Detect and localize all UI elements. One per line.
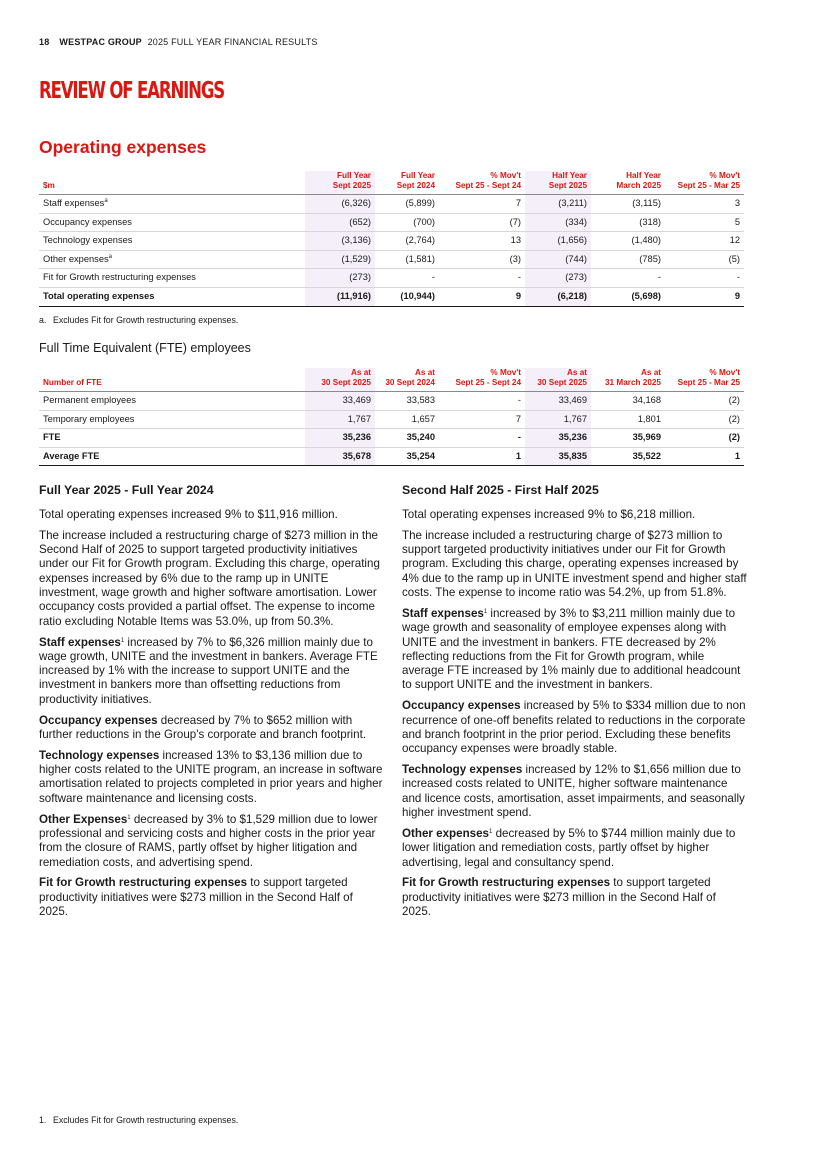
fte-header: As at 30 Sept 2025 <box>305 368 375 392</box>
page-number: 18 <box>39 37 50 47</box>
opex-cell: 12 <box>665 232 744 251</box>
fte-title: Full Time Equivalent (FTE) employees <box>39 341 251 355</box>
table-footnote <box>39 315 238 325</box>
fte-average-cell: 1 <box>665 447 744 466</box>
section-title: REVIEW OF EARNINGS <box>39 78 225 104</box>
opex-cell: - <box>439 269 525 288</box>
opex-cell: 5 <box>665 213 744 232</box>
fte-header: % Mov't Sept 25 - Sept 24 <box>439 368 525 392</box>
opex-row <box>39 250 744 269</box>
fte-total-cell: 35,236 <box>305 429 375 448</box>
opex-total-row <box>39 287 744 306</box>
fte-header: As at 30 Sept 2024 <box>375 368 439 392</box>
opex-cell: 7 <box>439 195 525 214</box>
page-footnote-key: 1. <box>39 1115 47 1125</box>
fte-total-cell: - <box>439 429 525 448</box>
fte-cell: (2) <box>665 410 744 429</box>
brand-name: WESTPAC GROUP <box>59 37 142 47</box>
opex-cell: (273) <box>525 269 591 288</box>
report-title: 2025 FULL YEAR FINANCIAL RESULTS <box>147 37 318 47</box>
fte-average-cell: 35,254 <box>375 447 439 466</box>
left-other-para: Other Expenses$^1$ decreased by 3% to $1,529 million due to lower professional and servicing costs and higher costs in the prior year from the closure of RAMS, partly offset by higher litigation and remediation costs, and advertising spend. <box>39 812 378 869</box>
opex-cell: (1,581) <box>375 250 439 269</box>
fte-total-cell: 35,240 <box>375 429 439 448</box>
opex-cell: (318) <box>591 213 665 232</box>
fte-header: As at 30 Sept 2025 <box>525 368 591 392</box>
fte-cell: 1,657 <box>375 410 439 429</box>
opex-cell: (273) <box>305 269 375 288</box>
opex-row <box>39 232 744 251</box>
fte-average-cell: 35,522 <box>591 447 665 466</box>
opex-header: Full Year Sept 2025 <box>305 171 375 195</box>
opex-header-row <box>39 171 744 195</box>
left-ffg-para: Fit for Growth restructuring expenses to support targeted productivity initiatives were $273 million in the Second Half of 2025. <box>39 876 353 918</box>
opex-cell: (2,764) <box>375 232 439 251</box>
opex-cell: - <box>375 269 439 288</box>
fte-header: Number of FTE <box>39 368 305 392</box>
fte-total-cell: 35,236 <box>525 429 591 448</box>
opex-row <box>39 213 744 232</box>
fte-cell: 34,168 <box>591 392 665 411</box>
right-overview-para: The increase included a restructuring charge of $273 million to support targeted productivity initiatives under our Fit for Growth program. Excluding this charge, operating expenses increased by 4% due to the ramp up in UNITE investment spend and higher staff costs. The expense to income ratio was 54.2%, up from 51.8%. <box>402 528 747 600</box>
right-total-para: Total operating expenses increased 9% to $6,218 million. <box>402 508 696 521</box>
opex-header: $m <box>39 171 305 195</box>
opex-table <box>39 171 744 307</box>
fte-header-row <box>39 368 744 392</box>
fte-total-cell: (2) <box>665 429 744 448</box>
opex-cell: (3,115) <box>591 195 665 214</box>
fte-total-row <box>39 429 744 448</box>
fte-row <box>39 410 744 429</box>
opex-cell: (652) <box>305 213 375 232</box>
fte-cell: 1,801 <box>591 410 665 429</box>
opex-total-cell: (6,218) <box>525 287 591 306</box>
opex-row <box>39 269 744 288</box>
fte-cell: (2) <box>665 392 744 411</box>
fte-average-row <box>39 447 744 466</box>
fte-header: % Mov't Sept 25 - Mar 25 <box>665 368 744 392</box>
opex-cell: 3 <box>665 195 744 214</box>
opex-cell: (5,899) <box>375 195 439 214</box>
fte-total-cell: 35,969 <box>591 429 665 448</box>
opex-cell: - <box>665 269 744 288</box>
fte-row-label: Temporary employees <box>39 410 305 429</box>
opex-cell: (1,480) <box>591 232 665 251</box>
left-total-para: Total operating expenses increased 9% to $11,916 million. <box>39 508 338 521</box>
fte-cell: 33,469 <box>305 392 375 411</box>
left-technology-para: Technology expenses increased 13% to $3,136 million due to higher costs related to the UNITE program, an increase in software amortisation related to projects completed in prior years and higher software maintenance and licensing costs. <box>39 748 383 805</box>
fte-row <box>39 392 744 411</box>
fte-header: As at 31 March 2025 <box>591 368 665 392</box>
opex-cell: (785) <box>591 250 665 269</box>
fte-average-cell: 35,835 <box>525 447 591 466</box>
opex-cell: (5) <box>665 250 744 269</box>
left-staff-para: Staff expenses$^1$ increased by 7% to $6,326 million mainly due to wage growth, UNITE and the investment in bankers. Average FTE increased by 1% with the increase to support UNITE and the investment in bankers more than offsetting reductions from productivity initiatives. <box>39 635 378 706</box>
opex-cell: (1,529) <box>305 250 375 269</box>
fte-average-cell: 35,678 <box>305 447 375 466</box>
opex-cell: (7) <box>439 213 525 232</box>
fte-table <box>39 368 744 466</box>
opex-row-label: Occupancy expenses <box>39 213 305 232</box>
right-occupancy-para: Occupancy expenses increased by 5% to $334 million due to non recurrence of one-off benefits related to reductions in the corporate and branch footprint in the prior period. Excluding these benefits occupancy expenses were broadly stable. <box>402 699 746 756</box>
opex-row-label: Fit for Growth restructuring expenses <box>39 269 305 288</box>
left-commentary <box>39 482 384 926</box>
opex-header: % Mov't Sept 25 - Mar 25 <box>665 171 744 195</box>
opex-header: % Mov't Sept 25 - Sept 24 <box>439 171 525 195</box>
left-occupancy-para: Occupancy expenses decreased by 7% to $652 million with further reductions in the Group's corporate and branch footprint. <box>39 713 367 741</box>
opex-cell: (3,211) <box>525 195 591 214</box>
opex-cell: (700) <box>375 213 439 232</box>
right-ffg-para: Fit for Growth restructuring expenses to support targeted productivity initiatives were $273 million in the Second Half of 2025. <box>402 876 716 918</box>
fte-total-row-label: FTE <box>39 429 305 448</box>
table-footnote-key: a. <box>39 315 47 325</box>
opex-title: Operating expenses <box>39 137 207 157</box>
fte-cell: 1,767 <box>525 410 591 429</box>
opex-total-cell: (10,944) <box>375 287 439 306</box>
fte-cell: 33,583 <box>375 392 439 411</box>
right-commentary <box>402 482 748 926</box>
fte-average-row-label: Average FTE <box>39 447 305 466</box>
opex-cell: (1,656) <box>525 232 591 251</box>
page-footnote-text: Excludes Fit for Growth restructuring expenses. <box>53 1115 239 1125</box>
opex-cell: (6,326) <box>305 195 375 214</box>
page-header <box>39 37 318 47</box>
fte-average-cell: 1 <box>439 447 525 466</box>
left-heading: Full Year 2025 - Full Year 2024 <box>39 483 214 497</box>
fte-cell: 7 <box>439 410 525 429</box>
opex-row-label: Staff expenses$^a$ <box>39 195 305 214</box>
opex-cell: (3,136) <box>305 232 375 251</box>
fte-cell: - <box>439 392 525 411</box>
fte-cell: 1,767 <box>305 410 375 429</box>
opex-row <box>39 195 744 214</box>
opex-total-cell: 9 <box>439 287 525 306</box>
opex-header: Half Year Sept 2025 <box>525 171 591 195</box>
page-footnote <box>39 1115 238 1125</box>
opex-row-label: Technology expenses <box>39 232 305 251</box>
right-technology-para: Technology expenses increased by 12% to $1,656 million due to increased costs related to UNITE, higher software maintenance and licence costs, amortisation, asset impairments, and seasonally higher investment spend. <box>402 763 745 820</box>
table-footnote-text: Excludes Fit for Growth restructuring expenses. <box>53 315 239 325</box>
opex-cell: (334) <box>525 213 591 232</box>
opex-total-cell: (5,698) <box>591 287 665 306</box>
opex-cell: - <box>591 269 665 288</box>
opex-total-cell: 9 <box>665 287 744 306</box>
opex-header: Half Year March 2025 <box>591 171 665 195</box>
opex-cell: 13 <box>439 232 525 251</box>
fte-cell: 33,469 <box>525 392 591 411</box>
opex-row-label: Other expenses$^a$ <box>39 250 305 269</box>
opex-cell: (744) <box>525 250 591 269</box>
right-staff-para: Staff expenses$^1$ increased by 3% to $3,211 million mainly due to wage growth and seasonality of employee expenses along with UNITE and the investment in bankers. FTE decreased by 2% reflecting reductions from the Fit for Growth program, while average FTE increased by 1% mainly due to additional headcount to support UNITE and the investment in bankers. <box>402 606 741 692</box>
opex-header: Full Year Sept 2024 <box>375 171 439 195</box>
opex-cell: (3) <box>439 250 525 269</box>
right-heading: Second Half 2025 - First Half 2025 <box>402 483 599 497</box>
fte-row-label: Permanent employees <box>39 392 305 411</box>
left-overview-para: The increase included a restructuring charge of $273 million in the Second Half of 2025 to support targeted productivity initiatives under our Fit for Growth program. Excluding this charge, operating expenses increased by 6% due to the ramp up in UNITE investment, wage growth and higher software amortisation. Lower occupancy costs provided a partial offset. The expense to income ratio excluding Notable Items was 53.0%, up from 50.3%. <box>39 528 380 628</box>
right-other-para: Other expenses$^1$ decreased by 5% to $744 million mainly due to lower litigation and remediation costs, partly offset by higher advertising, legal and consultancy spend. <box>402 826 736 869</box>
opex-total-cell: (11,916) <box>305 287 375 306</box>
opex-total-row-label: Total operating expenses <box>39 287 305 306</box>
